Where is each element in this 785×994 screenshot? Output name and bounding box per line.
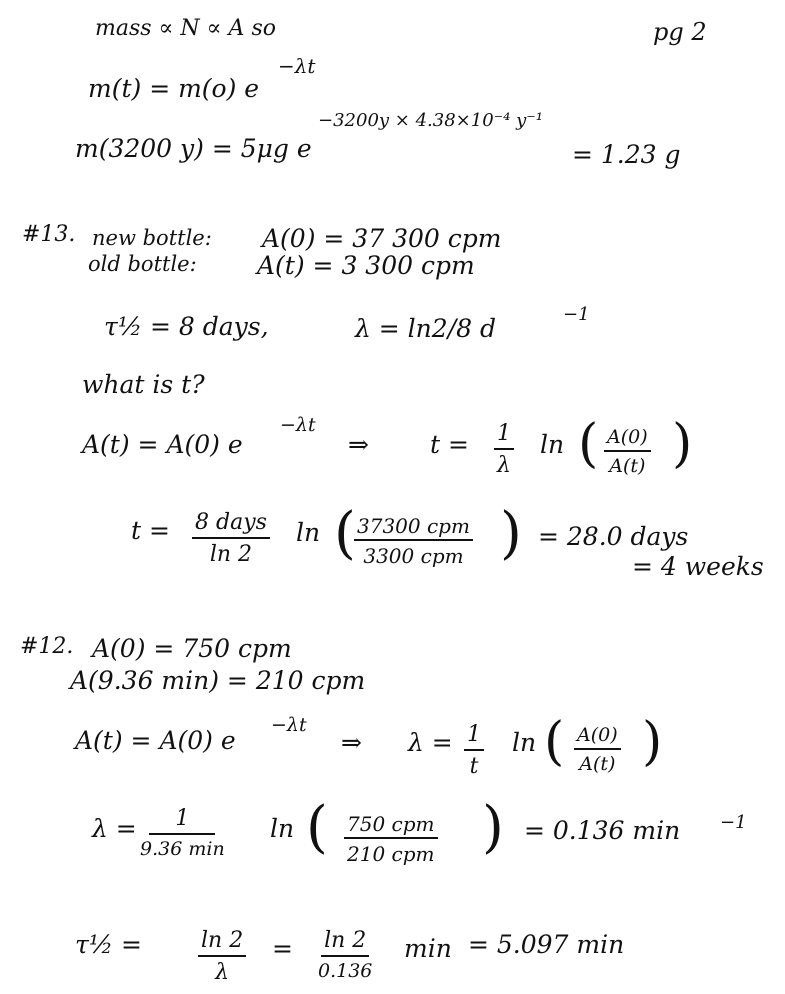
t-equals-13: t = bbox=[430, 430, 469, 459]
fraction-numerator: 1 bbox=[494, 423, 514, 450]
new-bottle-label: new bottle: bbox=[92, 226, 212, 250]
fraction-numerator: 1 bbox=[464, 724, 484, 751]
fraction-numerator: ln 2 bbox=[198, 930, 246, 957]
activity-decay-law-12: A(t) = A(0) e bbox=[75, 726, 236, 755]
fraction-numerator: ln 2 bbox=[321, 930, 369, 957]
fraction-denominator: λ bbox=[215, 960, 230, 985]
fraction-denominator: 9.36 min bbox=[140, 838, 225, 860]
fraction-numerator: 750 cpm bbox=[344, 814, 438, 839]
minute-unit: min bbox=[404, 934, 452, 963]
ln2-over-lambda-fraction bbox=[198, 930, 246, 984]
ln-13-eq2: ln bbox=[296, 518, 321, 547]
initial-activity-12: A(0) = 750 cpm bbox=[92, 634, 292, 663]
count-ratio-fraction bbox=[344, 814, 438, 864]
decay-law-mass-exponent: −λt bbox=[278, 54, 316, 78]
t-equals-13-eq2: t = bbox=[131, 516, 170, 545]
old-bottle-activity: A(t) = 3 300 cpm bbox=[257, 251, 475, 280]
fraction-denominator: 0.136 bbox=[318, 960, 373, 982]
right-paren: ) bbox=[642, 712, 663, 772]
fraction-numerator: 37300 cpm bbox=[354, 516, 473, 541]
fraction-denominator: 3300 cpm bbox=[363, 544, 464, 568]
activity-at-time-12: A(9.36 min) = 210 cpm bbox=[70, 666, 366, 695]
problem-12-label: #12. bbox=[20, 634, 74, 659]
activity-ratio-fraction bbox=[574, 726, 621, 774]
fraction-numerator: A(0) bbox=[574, 726, 621, 750]
decay-constant-13: λ = ln2/8 d bbox=[355, 314, 496, 343]
decay-law-mass: m(t) = m(o) e bbox=[88, 74, 260, 103]
fraction-denominator: 210 cpm bbox=[347, 842, 435, 866]
ln-12-eq2: ln bbox=[270, 814, 295, 843]
question-13: what is t? bbox=[82, 370, 205, 399]
one-over-t-fraction bbox=[464, 724, 484, 778]
fraction-numerator: 8 days bbox=[192, 512, 270, 539]
ln2-over-value-fraction bbox=[318, 930, 372, 981]
decay-constant-result: = 0.136 min bbox=[524, 816, 681, 845]
equals-sign: = bbox=[272, 934, 293, 963]
right-paren: ) bbox=[672, 414, 693, 474]
left-paren: ( bbox=[578, 414, 599, 474]
fraction-numerator: 1 bbox=[149, 808, 215, 835]
half-life-result: = 5.097 min bbox=[468, 930, 625, 959]
lambda-equals-12-eq2: λ = bbox=[92, 814, 137, 843]
mass-at-3200y-equation: m(3200 y) = 5μg e bbox=[75, 134, 312, 163]
implies-arrow-13: ⇒ bbox=[348, 430, 369, 459]
ln-13-eq1: ln bbox=[540, 430, 565, 459]
fraction-denominator: A(t) bbox=[579, 753, 616, 775]
activity-decay-law-13: A(t) = A(0) e bbox=[82, 430, 243, 459]
fraction-denominator: A(t) bbox=[609, 455, 646, 477]
fraction-numerator: A(0) bbox=[604, 428, 651, 452]
new-bottle-activity: A(0) = 37 300 cpm bbox=[262, 224, 502, 253]
activity-ratio-fraction bbox=[604, 428, 651, 476]
activity-decay-law-12-exponent: −λt bbox=[271, 714, 307, 736]
old-bottle-label: old bottle: bbox=[88, 252, 197, 276]
implies-arrow-12: ⇒ bbox=[341, 728, 362, 757]
right-paren: ) bbox=[500, 501, 522, 566]
ln-12-eq1: ln bbox=[512, 728, 537, 757]
activity-decay-law-13-exponent: −λt bbox=[280, 414, 316, 436]
result-weeks: = 4 weeks bbox=[632, 552, 764, 581]
left-paren: ( bbox=[544, 712, 565, 772]
page-label: pg 2 bbox=[653, 18, 707, 46]
result-days: = 28.0 days bbox=[538, 522, 689, 551]
right-paren: ) bbox=[482, 795, 504, 860]
left-paren: ( bbox=[306, 795, 328, 860]
decay-constant-result-exponent: −1 bbox=[720, 812, 747, 833]
mass-at-3200y-exponent: −3200y × 4.38×10⁻⁴ y⁻¹ bbox=[318, 110, 543, 131]
fraction-denominator: t bbox=[469, 754, 479, 779]
one-over-lambda-fraction bbox=[494, 423, 514, 477]
fraction-denominator: ln 2 bbox=[209, 542, 253, 567]
half-life-13: τ½ = 8 days, bbox=[104, 312, 269, 341]
lambda-equals-12: λ = bbox=[408, 728, 453, 757]
left-paren: ( bbox=[334, 501, 356, 566]
days-over-ln2-fraction bbox=[192, 512, 270, 566]
decay-constant-13-exponent: −1 bbox=[563, 304, 590, 325]
one-over-time-fraction bbox=[140, 808, 225, 859]
mass-at-3200y-result: = 1.23 g bbox=[572, 140, 681, 169]
fraction-denominator: λ bbox=[497, 453, 511, 478]
half-life-12: τ½ = bbox=[75, 930, 142, 959]
problem-13-label: #13. bbox=[22, 222, 76, 247]
proportionality-statement: mass ∝ N ∝ A so bbox=[95, 16, 276, 41]
count-ratio-fraction bbox=[354, 516, 473, 566]
